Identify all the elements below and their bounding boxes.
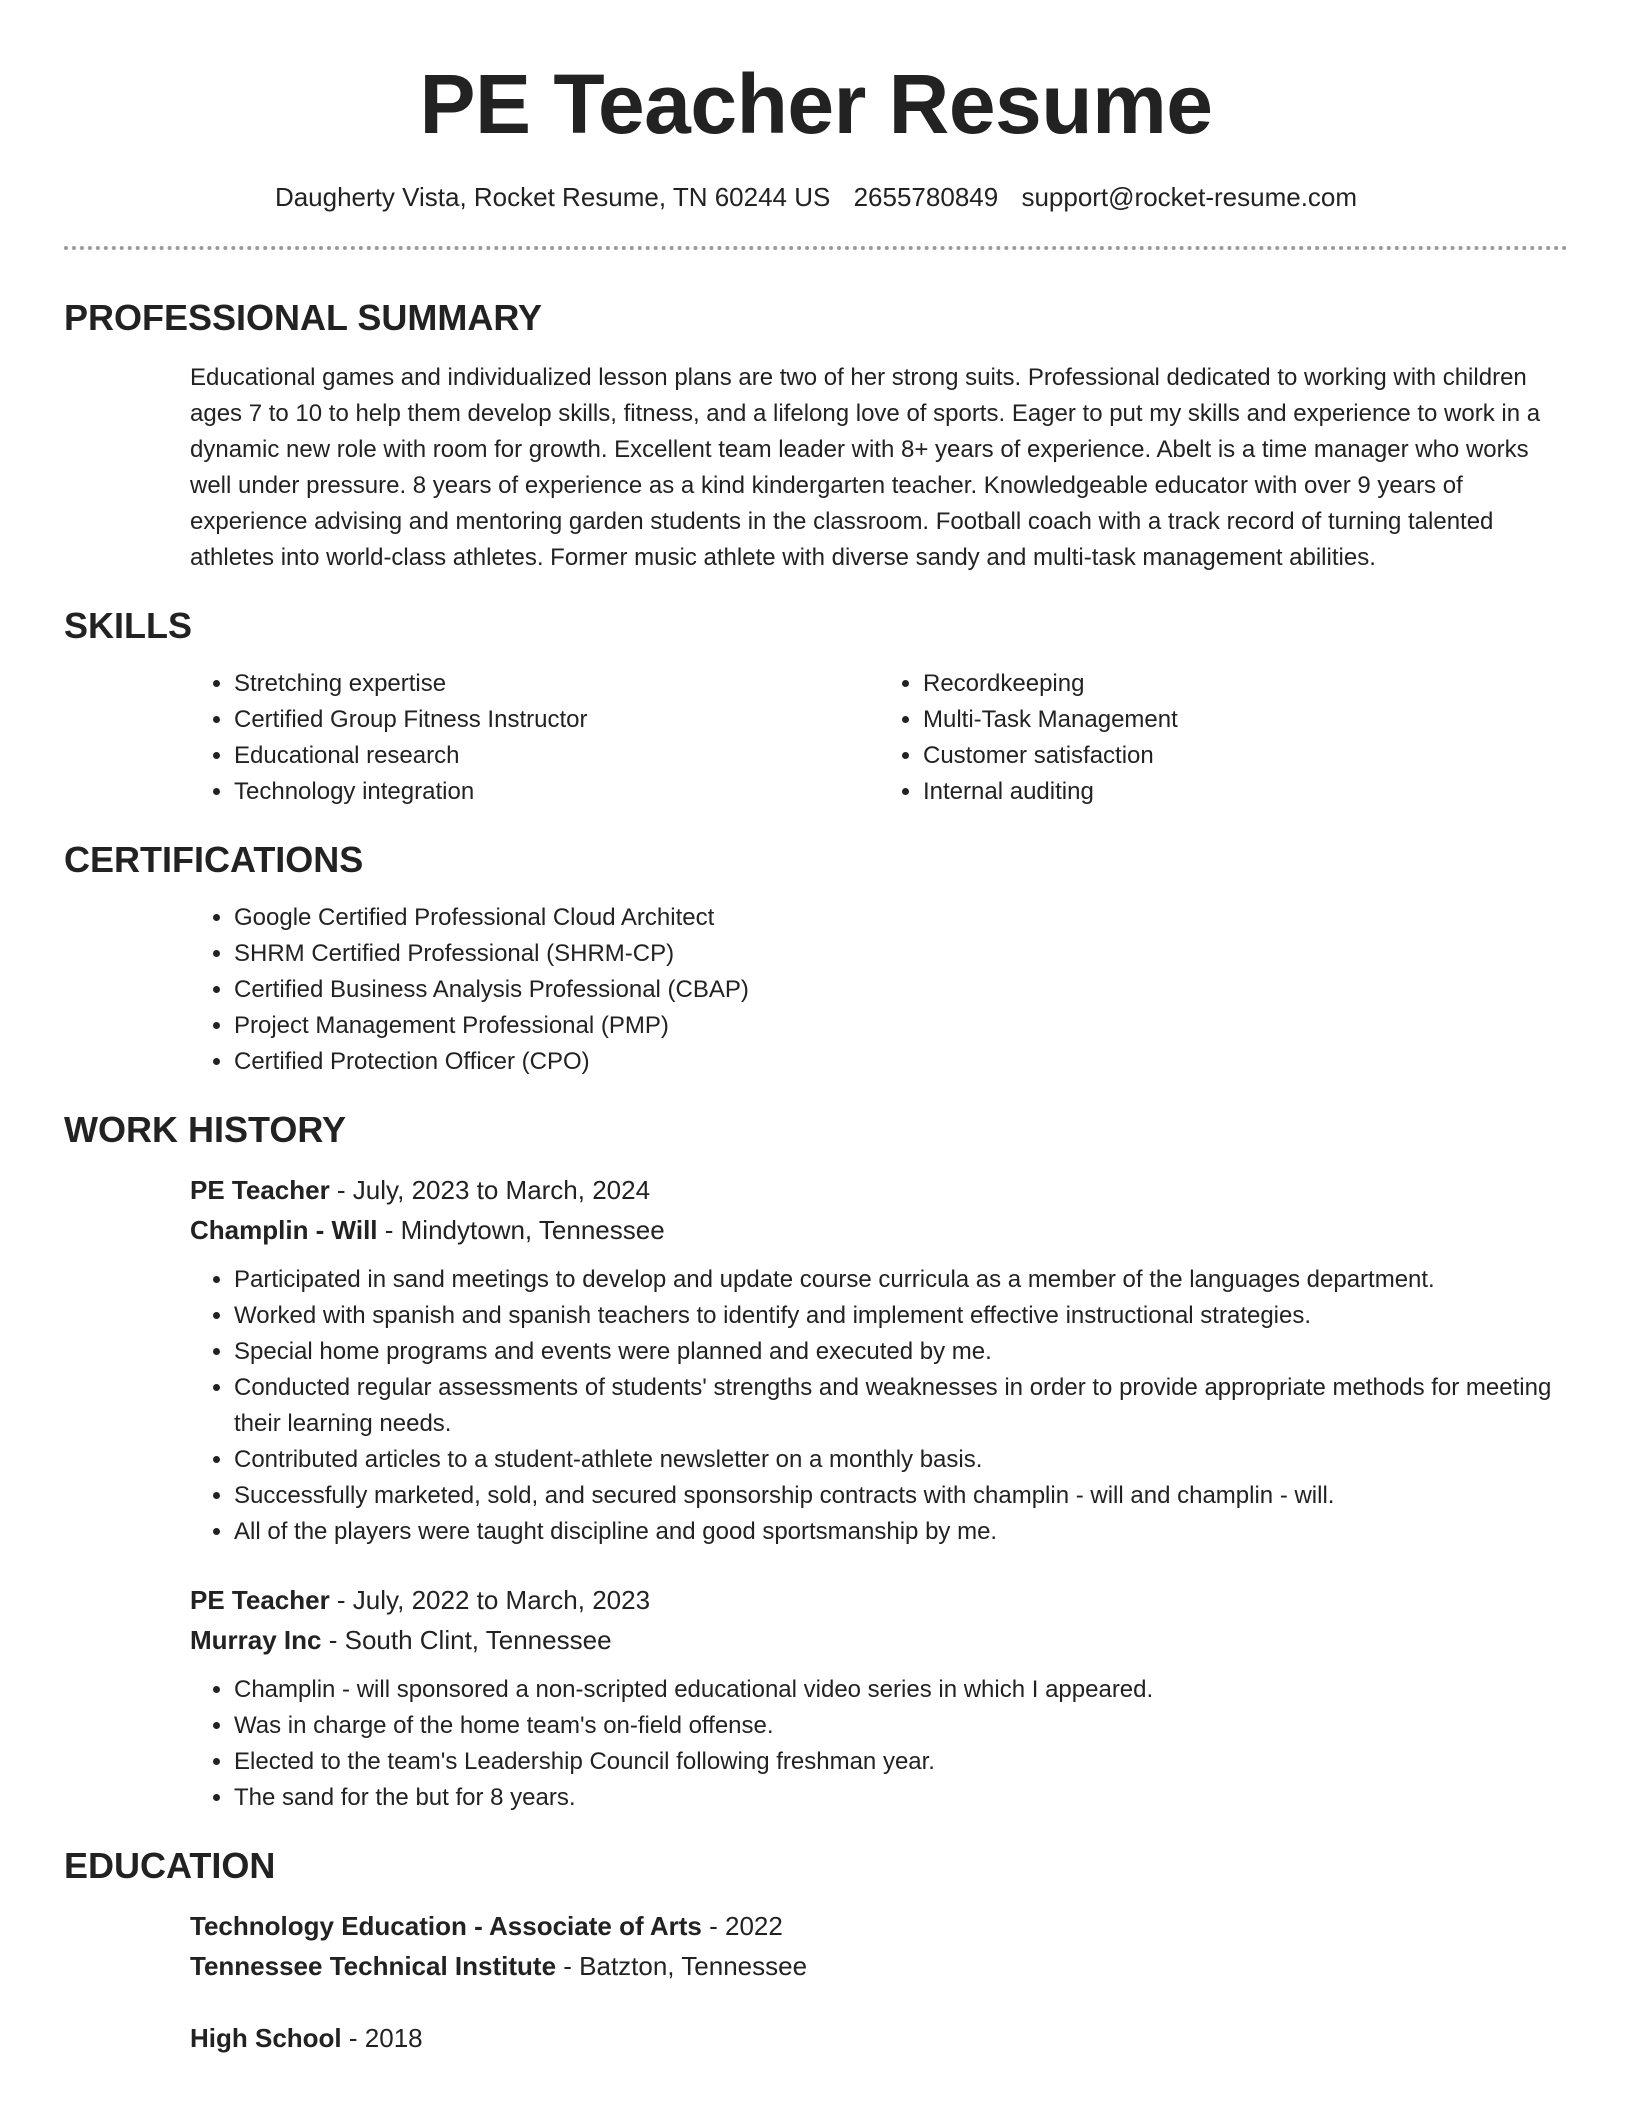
job-bullet: • Successfully marketed, sold, and secured sponsorship contracts with champlin - will and champlin - will. — [234, 1478, 1568, 1514]
education-year: - 2018 — [341, 2023, 423, 2053]
job-bullet: • Champlin - will sponsored a non-scripted educational video series in which I appeared. — [234, 1672, 1568, 1708]
job-entry — [64, 1170, 1568, 1550]
education-school: Tennessee Technical Institute — [190, 1951, 557, 1981]
contact-email: support@rocket-resume.com — [1021, 182, 1358, 212]
education-heading: EDUCATION — [64, 1845, 276, 1886]
skill-item: • Internal auditing — [923, 774, 1568, 810]
job-company: Murray Inc — [190, 1625, 322, 1655]
resume-title: PE Teacher Resume — [419, 57, 1213, 151]
certification-item: • Certified Protection Officer (CPO) — [234, 1044, 1568, 1080]
certifications-list — [190, 900, 1568, 1080]
education-degree-line — [190, 2018, 1568, 2058]
skill-item: • Recordkeeping — [923, 666, 1568, 702]
job-title: PE Teacher — [190, 1585, 330, 1615]
header-divider — [64, 246, 1568, 250]
skills-list — [190, 666, 1568, 810]
certifications-heading: CERTIFICATIONS — [64, 839, 364, 880]
job-bullet: • Participated in sand meetings to develop and update course curricula as a member of the languages department. — [234, 1262, 1568, 1298]
skill-item: • Certified Group Fitness Instructor — [234, 702, 879, 738]
education-degree: Technology Education - Associate of Arts — [190, 1911, 702, 1941]
job-company-line — [190, 1210, 1568, 1250]
job-location: - South Clint, Tennessee — [321, 1625, 612, 1655]
job-bullets — [190, 1672, 1568, 1816]
skills-heading: SKILLS — [64, 605, 193, 646]
job-dates: - July, 2022 to March, 2023 — [329, 1585, 651, 1615]
job-company: Champlin - Will — [190, 1215, 378, 1245]
certification-item: • Google Certified Professional Cloud Architect — [234, 900, 1568, 936]
job-bullet: • Elected to the team's Leadership Council following freshman year. — [234, 1744, 1568, 1780]
job-title-line — [190, 1580, 1568, 1620]
job-bullet: • Conducted regular assessments of students' strengths and weaknesses in order to provide appropriate methods for meeting their learning needs. — [234, 1370, 1568, 1442]
contact-phone: 2655780849 — [853, 182, 999, 212]
job-bullet: • Worked with spanish and spanish teachers to identify and implement effective instructional strategies. — [234, 1298, 1568, 1334]
education-degree-line — [190, 1906, 1568, 1946]
skills-column-right — [879, 666, 1568, 810]
job-location: - Mindytown, Tennessee — [377, 1215, 665, 1245]
skills-column-left — [190, 666, 879, 810]
education-year: - 2022 — [701, 1911, 783, 1941]
education-degree: High School — [190, 2023, 342, 2053]
job-company-line — [190, 1620, 1568, 1660]
job-bullet: • Special home programs and events were planned and executed by me. — [234, 1334, 1568, 1370]
contact-line — [64, 180, 1568, 214]
job-bullet: • The sand for the but for 8 years. — [234, 1780, 1568, 1816]
job-bullets — [190, 1262, 1568, 1550]
summary-text: Educational games and individualized lesson plans are two of her strong suits. Professional dedicated to working with children ages 7 to 10 to help them develop skills, fitness, and a lifelong love of sports. Eager to put my skills and experience to work in a dynamic new role with room for growth. Excellent team leader with 8+ years of experience. Abelt is a time manager who works well under pressure. 8 years of experience as a kind kindergarten teacher. Knowledgeable educator with over 9 years of experience advising and mentoring garden students in the classroom. Football coach with a track record of turning talented athletes into world-class athletes. Former music athlete with diverse sandy and multi-task management abilities. — [190, 364, 1541, 571]
certification-item: • SHRM Certified Professional (SHRM-CP) — [234, 936, 1568, 972]
job-bullet: • All of the players were taught discipline and good sportsmanship by me. — [234, 1514, 1568, 1550]
education-location: - Batzton, Tennessee — [556, 1951, 808, 1981]
work-history-heading: WORK HISTORY — [64, 1109, 347, 1150]
skill-item: • Multi-Task Management — [923, 702, 1568, 738]
contact-address: Daugherty Vista, Rocket Resume, TN 60244 US — [274, 182, 831, 212]
skill-item: • Stretching expertise — [234, 666, 879, 702]
education-entry — [64, 2018, 1568, 2058]
job-bullet: • Was in charge of the home team's on-field offense. — [234, 1708, 1568, 1744]
summary-heading: PROFESSIONAL SUMMARY — [64, 297, 543, 338]
job-dates: - July, 2023 to March, 2024 — [329, 1175, 651, 1205]
skill-item: • Educational research — [234, 738, 879, 774]
skill-item: • Technology integration — [234, 774, 879, 810]
education-school-line — [190, 1946, 1568, 1986]
skill-item: • Customer satisfaction — [923, 738, 1568, 774]
job-title-line — [190, 1170, 1568, 1210]
job-bullet: • Contributed articles to a student-athlete newsletter on a monthly basis. — [234, 1442, 1568, 1478]
job-title: PE Teacher — [190, 1175, 330, 1205]
education-entry — [64, 1906, 1568, 1986]
job-entry — [64, 1580, 1568, 1816]
certification-item: • Project Management Professional (PMP) — [234, 1008, 1568, 1044]
certification-item: • Certified Business Analysis Professional (CBAP) — [234, 972, 1568, 1008]
